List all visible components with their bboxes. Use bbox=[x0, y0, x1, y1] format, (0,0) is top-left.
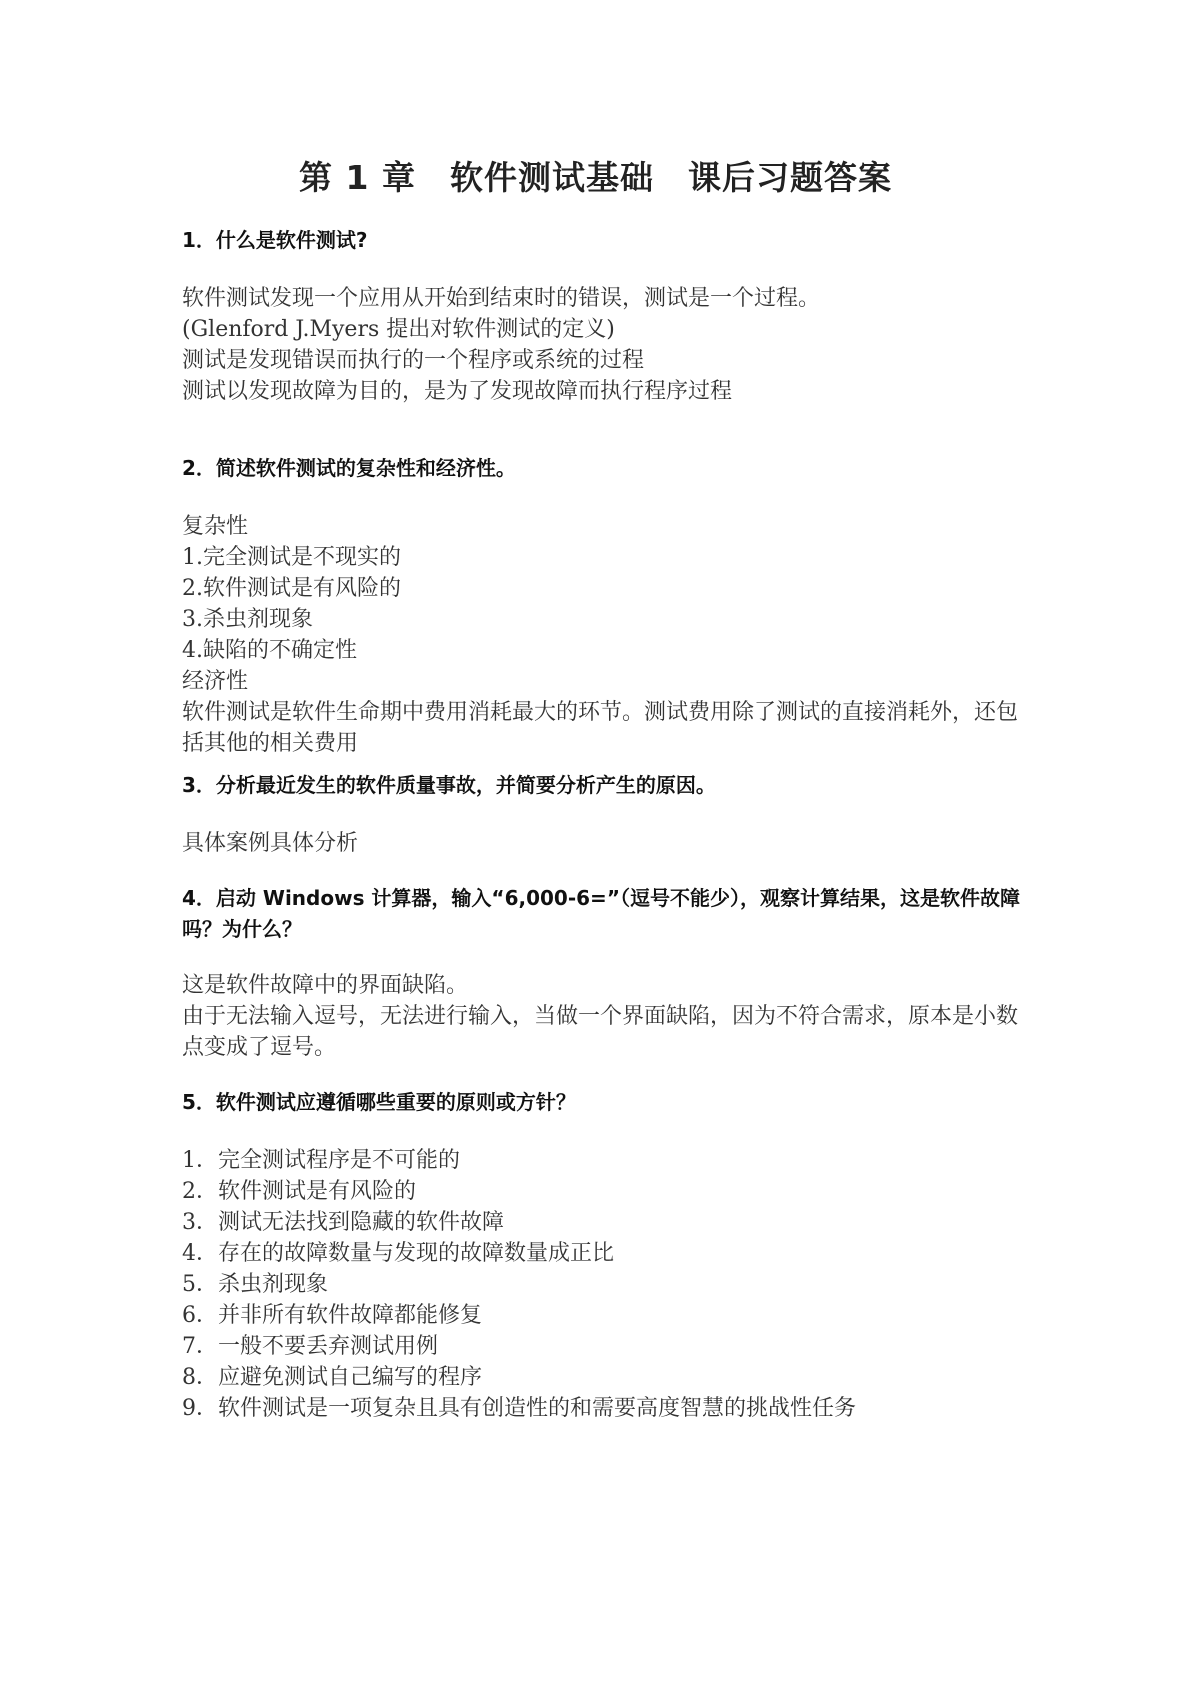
answer-1 bbox=[182, 283, 1022, 407]
answer-5-line-9: 9．软件测试是一项复杂且具有创造性的和需要高度智慧的挑战性任务 bbox=[182, 1396, 856, 1421]
answer-3 bbox=[182, 828, 1022, 859]
answer-2-line-1: 复杂性 bbox=[182, 514, 249, 539]
question-1: 1．什么是软件测试? bbox=[182, 228, 368, 252]
question-3: 3．分析最近发生的软件质量事故，并简要分析产生的原因。 bbox=[182, 773, 716, 797]
answer-2-line-3: 2.软件测试是有风险的 bbox=[182, 576, 401, 601]
answer-4 bbox=[182, 970, 1022, 1063]
answer-2-line-5: 4.缺陷的不确定性 bbox=[182, 638, 357, 663]
answer-5-line-5: 5．杀虫剂现象 bbox=[182, 1272, 328, 1297]
answer-2-line-2: 1.完全测试是不现实的 bbox=[182, 545, 401, 570]
answer-5-line-7: 7．一般不要丢弃测试用例 bbox=[182, 1334, 438, 1359]
answer-5-line-1: 1．完全测试程序是不可能的 bbox=[182, 1148, 460, 1173]
answer-5-line-8: 8．应避免测试自己编写的程序 bbox=[182, 1365, 482, 1390]
answer-5-line-4: 4．存在的故障数量与发现的故障数量成正比 bbox=[182, 1241, 614, 1266]
page-title: 第 1 章 软件测试基础 课后习题答案 bbox=[299, 158, 892, 197]
answer-3-line-1: 具体案例具体分析 bbox=[182, 831, 359, 856]
answer-1-line-4: 测试以发现故障为目的，是为了发现故障而执行程序过程 bbox=[182, 379, 733, 404]
answer-2-line-7: 软件测试是软件生命期中费用消耗最大的环节。测试费用除了测试的直接消耗外，还包括其他的相关费用 bbox=[182, 700, 1019, 756]
answer-2 bbox=[182, 511, 1022, 759]
answer-2-line-4: 3.杀虫剂现象 bbox=[182, 607, 313, 632]
question-5: 5．软件测试应遵循哪些重要的原则或方针？ bbox=[182, 1090, 576, 1114]
answer-4-line-2: 由于无法输入逗号，无法进行输入，当做一个界面缺陷，因为不符合需求，原本是小数点变成了逗号。 bbox=[182, 1004, 1019, 1060]
question-2: 2．简述软件测试的复杂性和经济性。 bbox=[182, 456, 516, 480]
answer-2-line-6: 经济性 bbox=[182, 669, 249, 694]
answer-5-line-6: 6．并非所有软件故障都能修复 bbox=[182, 1303, 482, 1328]
answer-5-line-3: 3．测试无法找到隐藏的软件故障 bbox=[182, 1210, 504, 1235]
answer-5-line-2: 2．软件测试是有风险的 bbox=[182, 1179, 416, 1204]
answer-1-line-3: 测试是发现错误而执行的一个程序或系统的过程 bbox=[182, 348, 645, 373]
answer-1-line-1: 软件测试发现一个应用从开始到结束时的错误，测试是一个过程。 bbox=[182, 286, 821, 311]
answer-1-line-2: (Glenford J.Myers 提出对软件测试的定义) bbox=[182, 317, 615, 342]
question-4: 4．启动 Windows 计算器，输入“6,000-6=”（逗号不能少），观察计算结果，这是软件故障吗？为什么？ bbox=[182, 886, 1020, 941]
answer-4-line-1: 这是软件故障中的界面缺陷。 bbox=[182, 973, 469, 998]
answer-5 bbox=[182, 1145, 1022, 1424]
